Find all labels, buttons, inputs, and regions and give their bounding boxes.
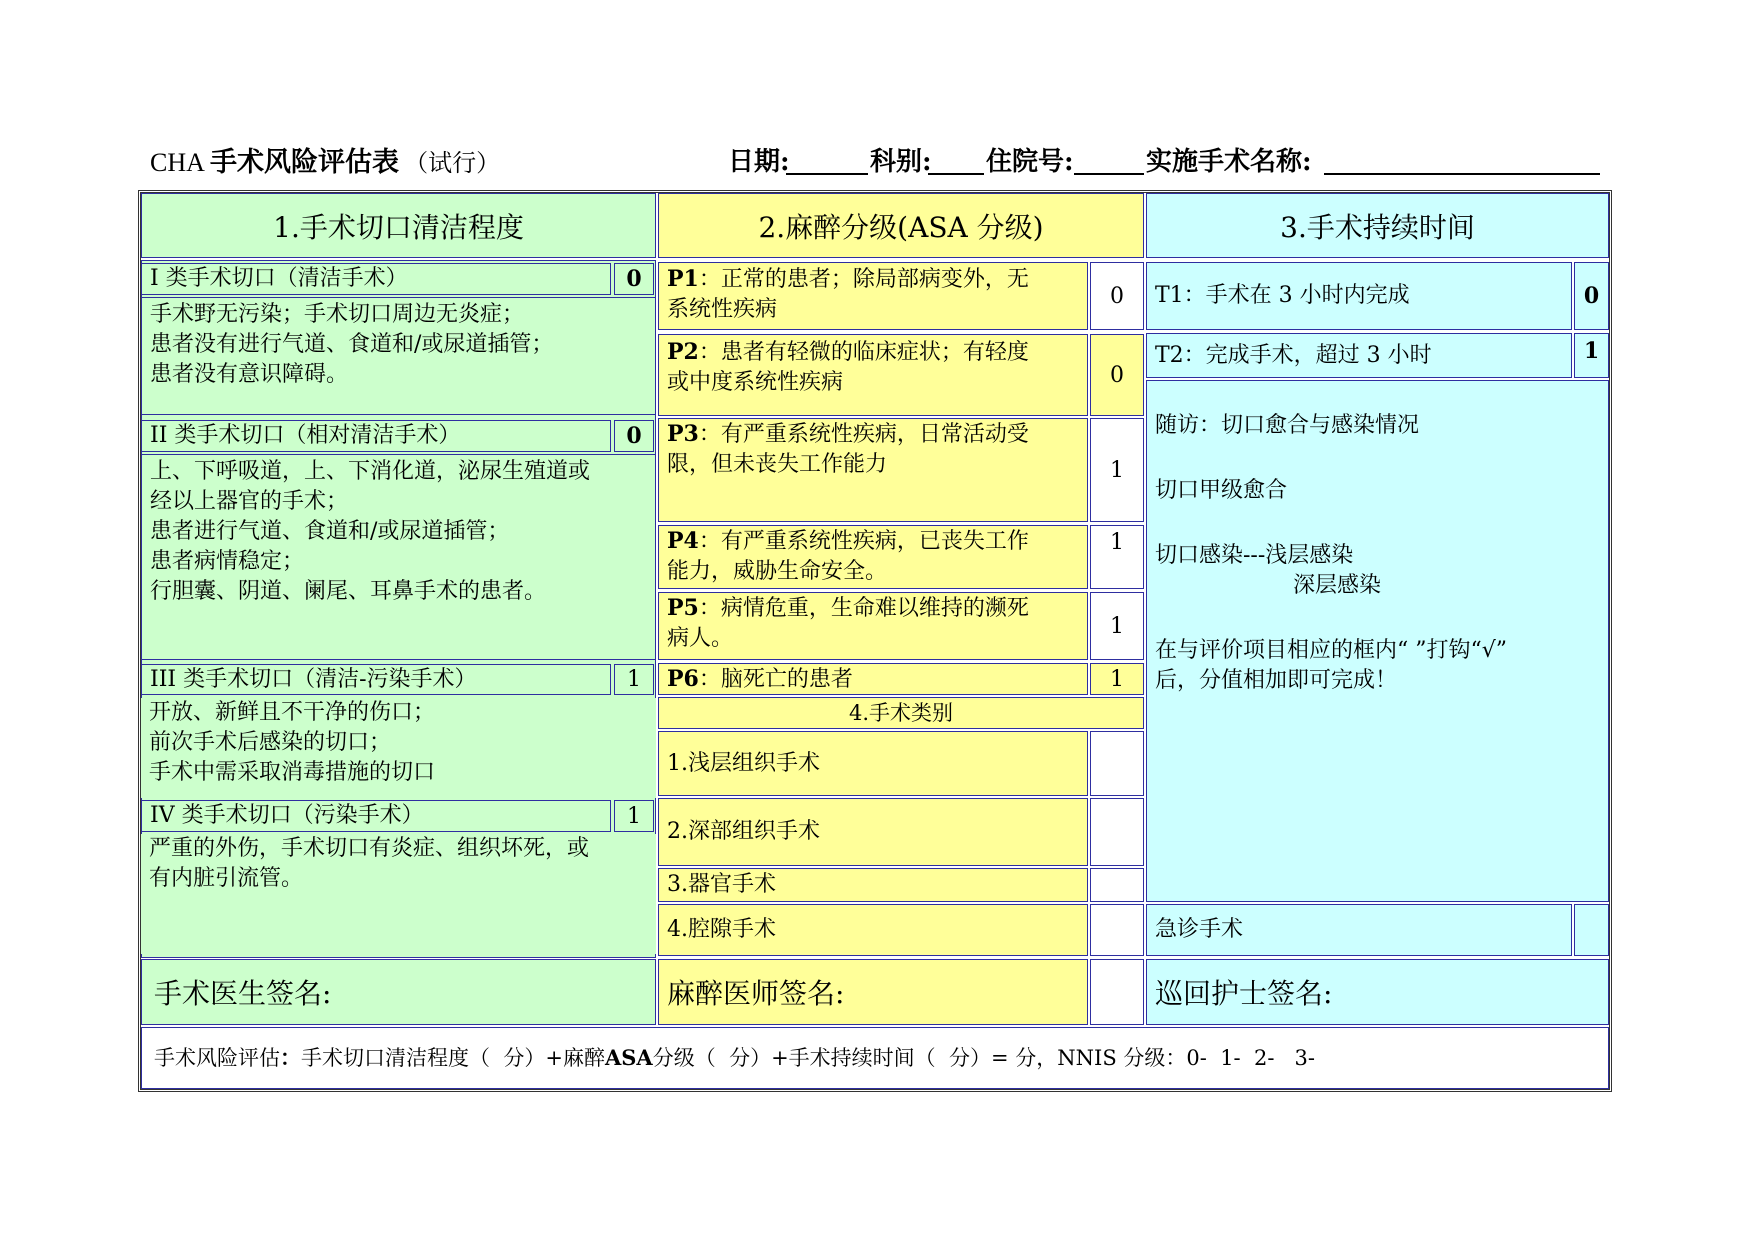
incision-class-2-score[interactable]: 0 [614,420,654,452]
form-title [150,140,500,180]
surgery-category-1-label: 1.浅层组织手术 [658,731,1088,796]
followup-healing: 切口甲级愈合 [1155,478,1288,503]
inpatient-number-label: 住院号: [986,147,1074,177]
followup-deep-infection: 深层感染 [1293,573,1382,598]
surgery-category-3-checkbox[interactable] [1090,868,1144,902]
duration-t2-score[interactable]: 1 [1574,333,1609,378]
desc-line: ：脑死亡的患者 [698,667,853,692]
desc-line: 患者没有进行气道、食道和/或尿道插管； [150,332,554,357]
incision-class-1-score[interactable]: 0 [614,263,654,295]
anesthetist-signature-box[interactable] [1090,959,1144,1025]
incision-class-3-label: III 类手术切口（清洁-污染手术） [141,664,611,695]
surgery-category-2-label: 2.深部组织手术 [658,798,1088,866]
title-subtitle: （试行） [404,149,501,177]
incision-class-2-desc [141,454,656,660]
incision-class-4-label: IV 类手术切口（污染手术） [141,800,611,832]
desc-line: 或中度系统性疾病 [667,370,844,395]
incision-class-3-score[interactable]: 1 [614,664,654,695]
desc-line: 限，但未丧失工作能力 [667,452,888,477]
asa-code: P4 [667,528,699,554]
desc-line: 行胆囊、阴道、阑尾、耳鼻手术的患者。 [150,579,547,604]
incision-class-4-desc [141,834,656,954]
followup-infection: 切口感染---浅层感染 [1155,543,1354,568]
desc-line: ：正常的患者；除局部病变外，无 [698,267,1029,292]
desc-line: 患者进行气道、食道和/或尿道插管； [150,519,510,544]
instruction-line-2: 后，分值相加即可完成！ [1155,668,1398,693]
department-label: 科别: [870,147,932,177]
desc-line: 患者没有意识障碍。 [150,362,349,387]
title-prefix: CHA [150,148,205,177]
asa-p4-desc [658,525,1088,589]
desc-line: ：有严重系统性疾病，日常活动受 [698,422,1029,447]
nurse-signature[interactable]: 巡回护士签名: [1146,959,1609,1025]
date-label: 日期: [728,147,790,177]
operation-name-label: 实施手术名称: [1146,147,1312,177]
desc-line: 手术野无污染；手术切口周边无炎症； [150,302,525,327]
desc-line: 前次手术后感染的切口； [149,730,392,755]
desc-line: ：有严重系统性疾病，已丧失工作 [698,529,1029,554]
summary-asa: ASA [604,1045,653,1070]
date-field[interactable] [786,142,868,175]
department-field[interactable] [928,142,984,175]
asa-code: P3 [667,421,699,447]
incision-class-2-label: II 类手术切口（相对清洁手术） [141,420,611,452]
asa-code: P6 [667,666,699,692]
asa-p5-score[interactable]: 1 [1090,592,1144,660]
desc-line: 上、下呼吸道，上、下消化道，泌尿生殖道或 [150,459,591,484]
instruction-line-1: 在与评价项目相应的框内“ ”打钩“√” [1155,638,1508,663]
risk-assessment-summary [141,1027,1609,1089]
incision-cleanliness-header: 1.手术切口清洁程度 [141,193,656,258]
duration-t1-score[interactable]: 0 [1574,262,1609,330]
summary-body-2: 分级（ 分）+手术持续时间（ 分）= 分，NNIS 分级：0- 1- 2- 3- [652,1046,1315,1070]
desc-line: 病人。 [667,626,734,651]
asa-p3-desc [658,418,1088,522]
desc-line: 经以上器官的手术； [150,489,349,514]
inpatient-number-field[interactable] [1074,142,1144,175]
emergency-surgery-checkbox[interactable] [1574,904,1609,956]
asa-p2-desc [658,334,1088,416]
asa-code: P1 [667,266,699,292]
followup-title: 随访：切口愈合与感染情况 [1155,413,1420,438]
duration-t1-label: T1：手术在 3 小时内完成 [1146,262,1572,330]
duration-t2-label: T2：完成手术，超过 3 小时 [1146,333,1572,378]
surgeon-signature[interactable]: 手术医生签名: [141,959,656,1025]
incision-class-1-desc [141,297,656,415]
asa-p3-score[interactable]: 1 [1090,418,1144,522]
incision-class-4-score[interactable]: 1 [614,800,654,832]
asa-p6-desc [658,663,1088,695]
surgery-category-4-label: 4.腔隙手术 [658,904,1088,956]
title-main: 手术风险评估表 [210,147,399,178]
summary-label: 手术风险评估 [154,1046,280,1070]
asa-p1-desc [658,262,1088,330]
asa-p5-desc [658,592,1088,660]
surgery-category-4-checkbox[interactable] [1090,904,1144,956]
surgery-category-header: 4.手术类别 [658,697,1144,729]
desc-line: 严重的外伤，手术切口有炎症、组织坏死，或 [149,836,590,861]
asa-p2-score[interactable]: 0 [1090,334,1144,416]
asa-code: P5 [667,595,699,621]
incision-class-3-desc [141,698,656,798]
desc-line: 患者病情稳定； [150,549,305,574]
asa-p4-score[interactable]: 1 [1090,525,1144,589]
desc-line: 有内脏引流管。 [149,866,304,891]
desc-line: ：患者有轻微的临床症状；有轻度 [698,340,1029,365]
anesthetist-signature[interactable]: 麻醉医师签名: [658,959,1088,1025]
desc-line: 开放、新鲜且不干净的伤口； [149,700,436,725]
emergency-surgery-label: 急诊手术 [1146,904,1572,956]
surgery-category-2-checkbox[interactable] [1090,798,1144,866]
duration-header: 3.手术持续时间 [1146,193,1609,258]
summary-colon: ： [280,1045,301,1070]
followup-panel [1146,380,1609,902]
desc-line: 系统性疾病 [667,297,778,322]
incision-class-1-label: I 类手术切口（清洁手术） [141,263,611,295]
surgery-category-3-label: 3.器官手术 [658,868,1088,902]
operation-name-field[interactable] [1324,142,1600,175]
surgery-category-1-checkbox[interactable] [1090,731,1144,796]
asa-p6-score[interactable]: 1 [1090,663,1144,695]
desc-line: 能力，威胁生命安全。 [667,559,888,584]
asa-p1-score[interactable]: 0 [1090,262,1144,330]
summary-body-1: 手术切口清洁程度（ 分）+麻醉 [301,1046,605,1070]
desc-line: ：病情危重，生命难以维持的濒死 [698,596,1029,621]
desc-line: 手术中需采取消毒措施的切口 [149,760,436,785]
asa-code: P2 [667,339,699,365]
asa-grade-header: 2.麻醉分级(ASA 分级) [658,193,1144,258]
